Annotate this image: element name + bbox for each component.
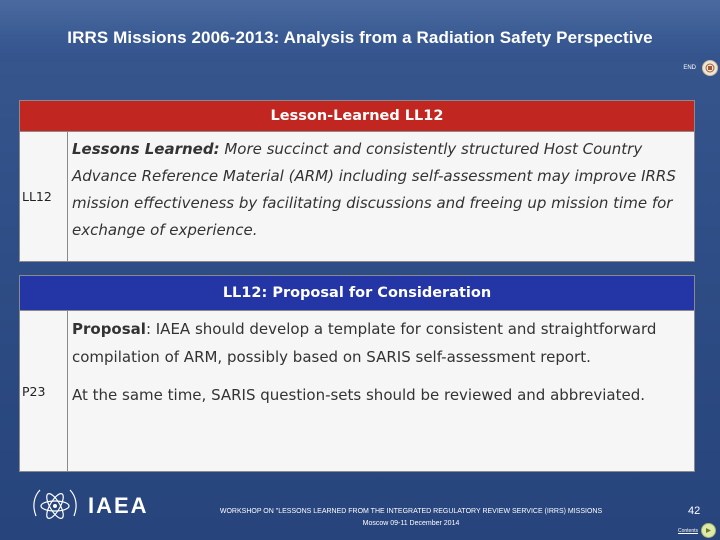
workshop-location-date: Moscow 09-11 December 2014 — [362, 520, 460, 527]
workshop-footer — [186, 506, 636, 530]
proposal-heading: LL12: Proposal for Consideration — [20, 276, 695, 311]
end-label: END — [683, 65, 696, 71]
page-number: 42 — [688, 505, 701, 517]
iaea-logo-text: IAEA — [88, 493, 149, 518]
lesson-lead: Lessons Learned: — [72, 140, 220, 158]
lesson-learned-heading: Lesson-Learned LL12 — [20, 101, 695, 132]
contents-icon[interactable] — [701, 523, 716, 538]
lesson-body: More succinct and consistently structured Host Country Advance Reference Material (ARM) including self-assessment may improve IRRS mission effectiveness by facilitating discussions and freeing up mission time for exchange of experience. — [72, 140, 676, 239]
end-icon[interactable] — [702, 60, 718, 76]
lesson-text — [68, 132, 695, 262]
contents-label[interactable]: Contents — [677, 527, 698, 534]
contents-nav[interactable] — [678, 523, 716, 538]
lesson-learned-table — [19, 100, 695, 262]
proposal-lead: Proposal — [72, 320, 146, 338]
proposal-paragraph — [72, 315, 688, 371]
workshop-title: WORKSHOP ON "LESSONS LEARNED FROM THE INTEGRATED REGULATORY REVIEW SERVICE (IRRS) MISSIONS — [219, 508, 603, 515]
proposal-text — [68, 311, 695, 472]
iaea-atom-icon — [30, 486, 80, 526]
proposal-body: : IAEA should develop a template for consistent and straightforward compilation of ARM, possibly based on SARIS self-assessment report. — [72, 320, 657, 366]
end-nav[interactable] — [683, 60, 718, 76]
proposal-second-paragraph: At the same time, SARIS question-sets should be reviewed and abbreviated. — [72, 386, 646, 404]
page-title: IRRS Missions 2006-2013: Analysis from a Radiation Safety Perspective — [67, 28, 653, 47]
contents-glyph-icon — [704, 526, 713, 535]
lesson-row-label: LL12 — [20, 132, 68, 262]
proposal-row-label: P23 — [20, 311, 68, 472]
proposal-table — [19, 275, 695, 472]
end-glyph-icon — [705, 63, 715, 73]
iaea-logo — [30, 486, 149, 526]
